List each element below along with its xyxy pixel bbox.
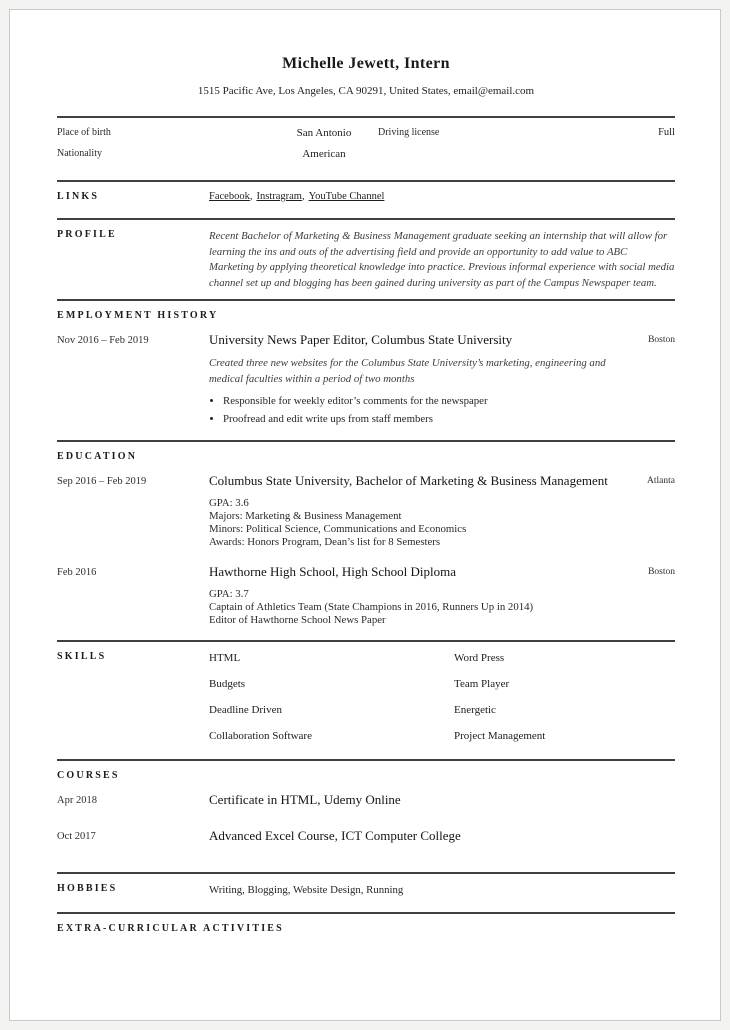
youtube-channel-link[interactable]: YouTube Channel	[308, 191, 385, 202]
resume-page	[9, 9, 721, 1021]
links-heading: LINKS	[57, 191, 100, 202]
education-detail-line: Awards: Honors Program, Dean’s list for 8 Semesters	[209, 536, 441, 548]
course-dates: Oct 2017	[57, 831, 96, 842]
skill-item: Word Press	[454, 652, 505, 664]
education-detail-line: Editor of Hawthorne School News Paper	[209, 614, 386, 626]
personal-details-section	[57, 116, 675, 180]
contact-line: 1515 Pacific Ave, Los Angeles, CA 90291, United States, email@email.com	[197, 85, 535, 97]
skill-item: Deadline Driven	[209, 704, 282, 716]
employment-entry-main	[209, 331, 617, 430]
employment-dates: Nov 2016 – Feb 2019	[57, 335, 149, 346]
nationality-label: Nationality	[57, 148, 102, 159]
education-detail-line: GPA: 3.6	[209, 497, 249, 509]
education-entry	[57, 563, 675, 627]
link-separator: ,	[301, 191, 305, 202]
degree-title: Columbus State University, Bachelor of Marketing & Business Management	[209, 473, 608, 488]
extra-curricular-heading: EXTRA-CURRICULAR ACTIVITIES	[57, 923, 284, 934]
education-detail-line: Minors: Political Science, Communications and Economics	[209, 523, 467, 535]
employment-history-section	[57, 299, 675, 440]
education-detail-line: Majors: Marketing & Business Management	[209, 510, 402, 522]
education-dates: Feb 2016	[57, 567, 97, 578]
education-entry-main	[209, 472, 617, 549]
job-bullet: • Proofread and edit write ups from staff members	[223, 412, 617, 426]
education-entry	[57, 472, 675, 549]
course-dates: Apr 2018	[57, 795, 97, 806]
courses-section	[57, 759, 675, 872]
job-bullet-list	[223, 394, 617, 426]
education-location: Boston	[648, 567, 675, 577]
job-description: Created three new websites for the Columbus State University’s marketing, engineering and medical faculties within a period of two months	[209, 357, 606, 385]
driving-license-label: Driving license	[378, 127, 440, 138]
profile-summary: Recent Bachelor of Marketing & Business Management graduate seeking an internship that will allow for learning the ins and outs of the advertising field and provide an opportunity to add value to ABC Marketing by applying theoretical knowledge into practice. Previous informal experience with social media channel set up and blogging has been gained during university as part of the Campus Newspaper team.	[209, 230, 675, 289]
candidate-name: Michelle Jewett, Intern	[282, 55, 450, 72]
course-title: Certificate in HTML, Udemy Online	[209, 792, 401, 807]
course-entry	[57, 827, 675, 845]
employment-history-heading: EMPLOYMENT HISTORY	[57, 310, 219, 321]
hobbies-heading: HOBBIES	[57, 883, 118, 894]
job-bullet: • Responsible for weekly editor’s comments for the newspaper	[223, 394, 617, 408]
job-title: University News Paper Editor, Columbus State University	[209, 332, 513, 347]
job-location: Boston	[648, 335, 675, 345]
hobbies-list: Writing, Blogging, Website Design, Running	[209, 884, 404, 896]
education-detail-line: GPA: 3.7	[209, 588, 249, 600]
links-section	[57, 180, 675, 218]
education-details	[209, 588, 617, 627]
education-dates: Sep 2016 – Feb 2019	[57, 476, 147, 487]
employment-entry	[57, 331, 675, 430]
skill-item: Budgets	[209, 678, 246, 690]
links-list	[209, 191, 675, 202]
profile-section	[57, 218, 675, 299]
skill-item: HTML	[209, 652, 241, 664]
education-details	[209, 497, 617, 549]
instagram-link[interactable]: Instragram	[256, 191, 302, 202]
skills-heading: SKILLS	[57, 651, 107, 662]
place-of-birth-label: Place of birth	[57, 127, 111, 138]
degree-title: Hawthorne High School, High School Diploma	[209, 564, 456, 579]
skills-section	[57, 640, 675, 759]
details-row-birth	[57, 127, 675, 141]
courses-heading: COURSES	[57, 770, 120, 781]
education-detail-line: Captain of Athletics Team (State Champions in 2016, Runners Up in 2014)	[209, 601, 534, 613]
skill-item: Team Player	[454, 678, 510, 690]
skills-grid	[209, 651, 675, 743]
education-location: Atlanta	[647, 476, 675, 486]
skill-item: Energetic	[454, 704, 496, 716]
education-entry-main	[209, 563, 617, 627]
course-title: Advanced Excel Course, ICT Computer College	[209, 828, 461, 843]
resume-header	[57, 10, 675, 98]
skill-item: Collaboration Software	[209, 730, 312, 742]
place-of-birth-value: San Antonio	[296, 127, 352, 139]
education-heading: EDUCATION	[57, 451, 138, 462]
driving-license-value: Full	[658, 127, 675, 138]
facebook-link[interactable]: Facebook	[209, 191, 250, 202]
education-section	[57, 440, 675, 640]
nationality-value: American	[302, 148, 346, 160]
extra-curricular-section	[57, 912, 675, 964]
hobbies-section	[57, 872, 675, 912]
link-separator: ,	[249, 191, 253, 202]
skill-item: Project Management	[454, 730, 546, 742]
details-row-nationality	[57, 148, 675, 162]
course-entry	[57, 791, 675, 809]
profile-heading: PROFILE	[57, 229, 117, 240]
